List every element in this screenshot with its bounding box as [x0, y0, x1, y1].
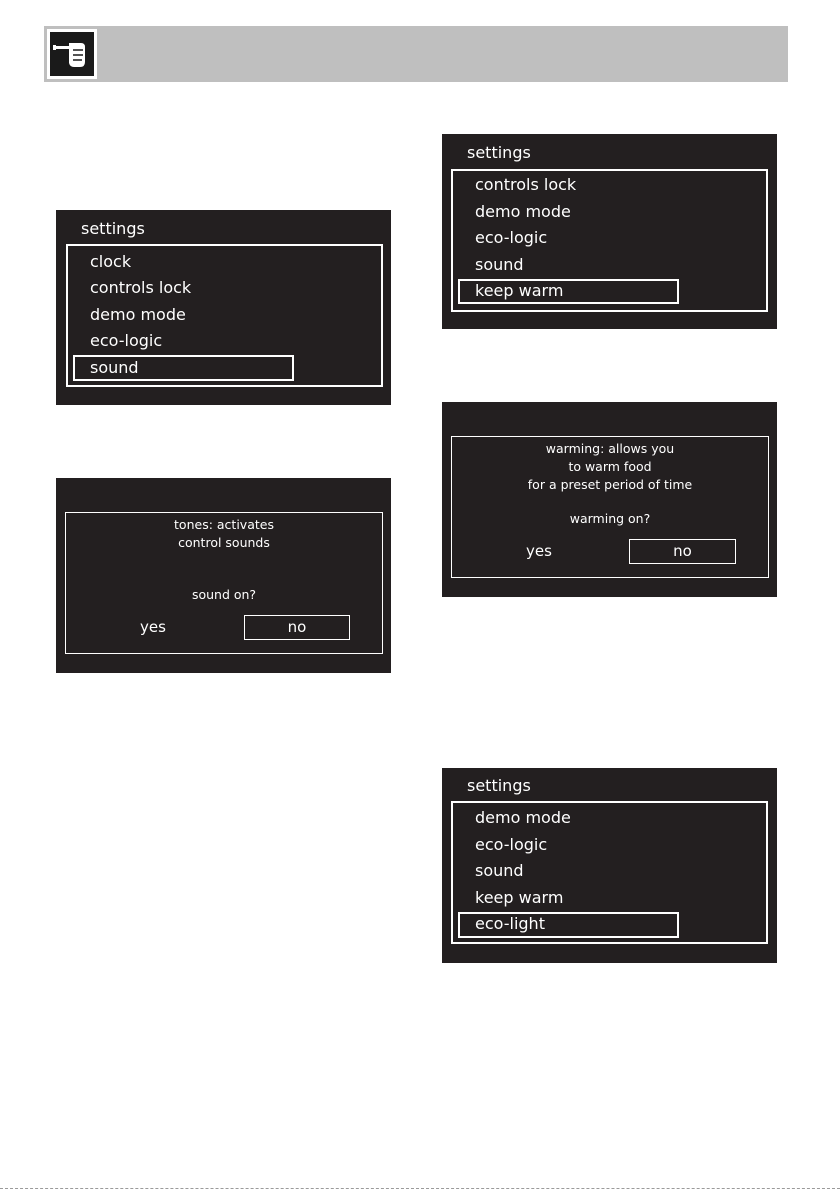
sound-dialog-screen	[56, 478, 391, 673]
screen-title: settings	[467, 143, 531, 162]
menu-item-eco-logic[interactable]: eco-logic	[90, 331, 163, 350]
sound-dialog-box	[65, 512, 383, 654]
no-option[interactable]: no	[629, 539, 736, 564]
menu-item-demo-mode[interactable]: demo mode	[475, 808, 571, 827]
dialog-question: warming on?	[569, 511, 651, 526]
menu-item-eco-logic[interactable]: eco-logic	[475, 835, 548, 854]
menu-item-keep-warm[interactable]: keep warm	[475, 281, 564, 300]
menu-item-demo-mode[interactable]: demo mode	[90, 305, 186, 324]
yes-option[interactable]: yes	[140, 618, 166, 636]
settings-screen-keep-warm	[442, 134, 777, 329]
menu-item-sound[interactable]: sound	[475, 255, 524, 274]
menu-item-keep-warm[interactable]: keep warm	[475, 888, 564, 907]
screen-title: settings	[81, 219, 145, 238]
menu-item-sound[interactable]: sound	[90, 358, 139, 377]
menu-item-sound[interactable]: sound	[475, 861, 524, 880]
warming-dialog-box	[451, 436, 769, 578]
pointing-hand-icon	[44, 26, 100, 82]
dialog-description-line: to warm food	[568, 459, 652, 474]
yes-option[interactable]: yes	[526, 542, 552, 560]
page-bottom-rule	[0, 1188, 840, 1190]
settings-screen-eco-light	[442, 768, 777, 963]
warming-dialog-screen	[442, 402, 777, 597]
page-header-bar	[44, 26, 788, 82]
menu-item-controls-lock[interactable]: controls lock	[475, 175, 577, 194]
dialog-question: sound on?	[191, 587, 257, 602]
menu-item-demo-mode[interactable]: demo mode	[475, 202, 571, 221]
menu-item-eco-light[interactable]: eco-light	[475, 914, 545, 933]
settings-screen-sound	[56, 210, 391, 405]
screen-title: settings	[467, 776, 531, 795]
no-option[interactable]: no	[244, 615, 350, 640]
dialog-description-line: tones: activates	[174, 517, 274, 532]
dialog-description-line: warming: allows you	[545, 441, 675, 456]
dialog-description-line: control sounds	[178, 535, 270, 550]
menu-item-controls-lock[interactable]: controls lock	[90, 278, 192, 297]
menu-item-clock[interactable]: clock	[90, 252, 132, 271]
dialog-description-line: for a preset period of time	[527, 477, 693, 492]
menu-item-eco-logic[interactable]: eco-logic	[475, 228, 548, 247]
